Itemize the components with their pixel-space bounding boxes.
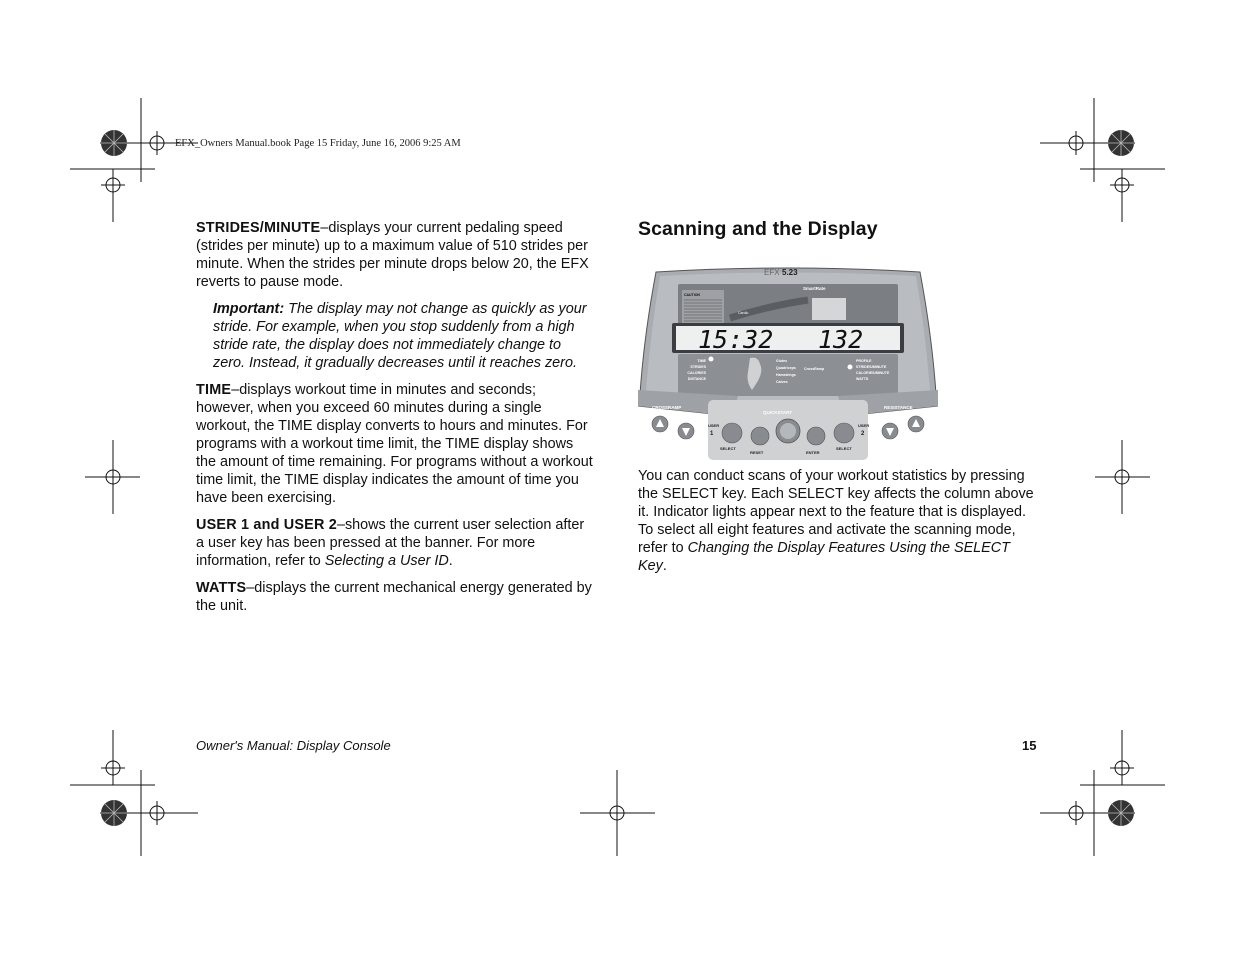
page-number: 15 <box>1022 738 1037 753</box>
important-text: The display may not change as quickly as your stride. For example, when you stop suddenly from a high stride rate, the display does not immediately change to zero. Instead, it gradually decreases until it reaches zero. <box>213 301 587 371</box>
feature-watts: WATTS <box>856 377 869 381</box>
feature-calories: CALORIES <box>687 371 706 375</box>
feature-calories-minute: CALORIES/MINUTE <box>856 371 890 375</box>
feature-strides: STRIDES <box>690 365 706 369</box>
enter-label: ENTER <box>806 450 820 455</box>
enter-button[interactable] <box>807 427 825 445</box>
user-end: . <box>448 553 453 569</box>
lcd-stat-readout: 132 <box>818 325 864 354</box>
muscle-calves: Calves <box>776 380 788 384</box>
lcd-time-readout: 15:32 <box>698 325 774 354</box>
watts-term: WATTS <box>196 580 247 596</box>
user1-label: USER <box>708 423 720 428</box>
user2-number: 2 <box>861 431 865 437</box>
footer-title: Owner's Manual: Display Console <box>196 738 391 753</box>
user2-label: USER <box>858 423 870 428</box>
feature-profile: PROFILE <box>856 359 872 363</box>
quickstart-label: QUICKSTART <box>763 410 793 415</box>
caution-label: CAUTION <box>684 293 700 297</box>
indicator-light-right <box>848 365 853 370</box>
user1-number: 1 <box>710 431 714 437</box>
print-header: EFX_Owners Manual.book Page 15 Friday, June 16, 2006 9:25 AM <box>175 138 461 149</box>
time-term: TIME <box>196 382 232 398</box>
select-right-label: SELECT <box>836 446 852 451</box>
right-column <box>638 467 1040 575</box>
feature-time: TIME <box>697 359 706 363</box>
scanning-ref-link[interactable]: Changing the Display Features Using the SELECT Key <box>638 540 1010 574</box>
feature-strides-minute: STRIDES/MINUTE <box>856 365 887 369</box>
strides-term: STRIDES/MINUTE <box>196 220 321 236</box>
model-prefix: EFX <box>764 268 780 277</box>
scanning-text: You can conduct scans of your workout statistics by pressing the SELECT key. Each SELECT key affects the column above it. Indicator lights appear next to the feature that is displayed. To select all eight features and activate the scanning mode, refer to <box>638 468 1034 556</box>
user1-select-button[interactable] <box>722 423 742 443</box>
model-number: 5.23 <box>782 268 798 277</box>
user-text: –shows the current user selection after a user key has been pressed at the banner. For more information, refer to <box>196 517 585 569</box>
reset-button[interactable] <box>751 427 769 445</box>
smartrate-label: SmartRate <box>803 286 826 291</box>
user2-select-button[interactable] <box>834 423 854 443</box>
crossramp-label: CrossRamp <box>804 367 825 371</box>
reset-label: RESET <box>750 450 764 455</box>
select-left-label: SELECT <box>720 446 736 451</box>
scanning-end: . <box>662 558 667 574</box>
scanning-paragraph <box>638 467 1040 575</box>
user-ref-link[interactable]: Selecting a User ID <box>324 553 449 569</box>
indicator-light-left <box>709 357 714 362</box>
display-console-illustration <box>638 266 938 462</box>
important-note <box>213 300 596 372</box>
muscle-glutes: Glutes <box>776 359 788 363</box>
feature-distance: DISTANCE <box>687 377 706 381</box>
watts-text: –displays the current mechanical energy generated by the unit. <box>196 580 592 614</box>
user-term: USER 1 and USER 2 <box>196 517 337 533</box>
crossramp-tab: CROSSRAMP <box>652 405 682 410</box>
watts-paragraph <box>196 579 596 615</box>
left-column <box>196 219 596 624</box>
user-paragraph <box>196 516 596 570</box>
important-label: Important: <box>213 301 285 317</box>
section-title: Scanning and the Display <box>638 218 878 240</box>
zone-label: Cardio <box>738 311 749 315</box>
time-text: –displays workout time in minutes and seconds; however, when you exceed 60 minutes during a single workout, the TIME display converts to hours and minutes. For programs with a workout time limit, the TIME display shows the amount of time remaining. For programs without a workout time limit, the TIME display indicates the amount of time you have been exercising. <box>196 382 593 506</box>
time-paragraph <box>196 381 596 507</box>
strides-text: –displays your current pedaling speed (strides per minute) up to a maximum value of 510 strides per minute. When the strides per minute drops below 20, the EFX reverts to pause mode. <box>196 220 589 290</box>
muscle-hamstrings: Hamstrings <box>776 373 796 377</box>
muscle-quadriceps: Quadriceps <box>776 366 796 370</box>
strides-paragraph <box>196 219 596 291</box>
resistance-tab: RESISTANCE <box>884 405 913 410</box>
